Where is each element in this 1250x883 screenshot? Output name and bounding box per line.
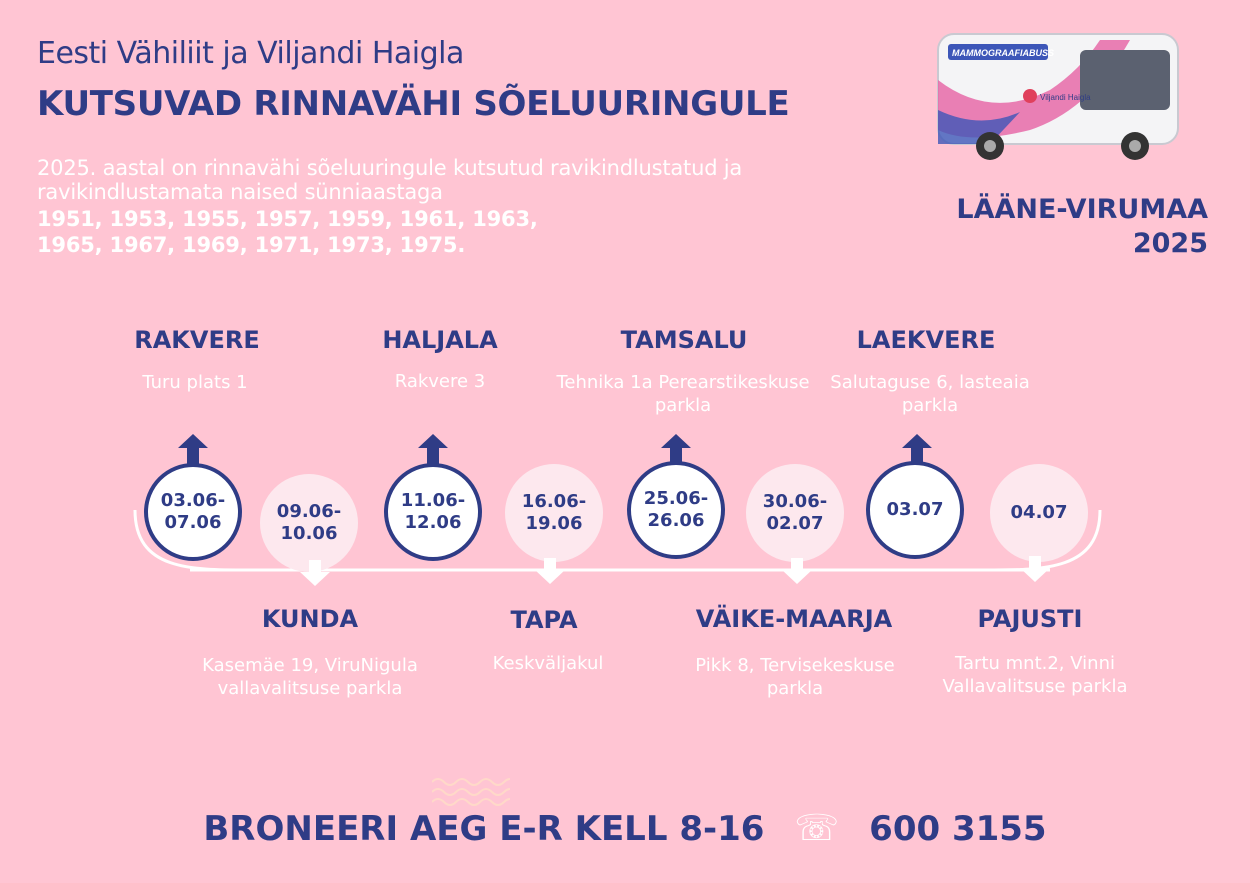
- stop-address-kunda: Kasemäe 19, ViruNigula vallavalitsuse parkla: [202, 655, 418, 699]
- phone-number[interactable]: 600 3155: [869, 809, 1047, 849]
- stop-name-pajusti: PAJUSTI: [977, 605, 1083, 633]
- stop-name-haljala: HALJALA: [382, 326, 498, 354]
- bus-label: MAMMOGRAAFIABUSS: [952, 48, 1054, 58]
- region-name: LÄÄNE-VIRUMAA: [956, 194, 1208, 225]
- arrow-up-icon: [418, 434, 448, 466]
- arrow-down-icon: [1020, 556, 1050, 582]
- booking-text: BRONEERI AEG E-R KELL 8-16: [203, 809, 765, 849]
- organizer-title: Eesti Vähiliit ja Viljandi Haigla: [37, 36, 464, 71]
- date-laekvere: [866, 461, 964, 559]
- stop-name-kunda: KUNDA: [261, 605, 359, 633]
- date-vaike-maarja: [746, 464, 844, 562]
- intro-text: 2025. aastal on rinnavähi sõeluuringule kutsutud ravikindlustatud ja ravikindlustamata naised sünniaastaga: [37, 156, 743, 204]
- booking-footer: [0, 808, 1250, 849]
- date-haljala-text: 11.06- 12.06: [400, 490, 466, 533]
- date-haljala: [384, 463, 482, 561]
- stop-name-tapa: TAPA: [510, 606, 578, 634]
- mammography-bus-image: [930, 20, 1200, 170]
- date-kunda: [260, 474, 358, 572]
- birth-years-line-2: 1965, 1967, 1969, 1971, 1973, 1975.: [37, 233, 466, 257]
- date-pajusti-text: 04.07: [1010, 502, 1068, 523]
- date-rakvere-text: 03.06- 07.06: [160, 490, 226, 533]
- date-tapa: [505, 464, 603, 562]
- phone-icon: ☏: [794, 808, 840, 849]
- stop-address-tamsalu: Tehnika 1a Perearstikeskuse parkla: [556, 372, 810, 416]
- date-tapa-text: 16.06- 19.06: [521, 491, 587, 534]
- stop-address-rakvere: Turu plats 1: [142, 372, 248, 393]
- stop-name-vaike-maarja: VÄIKE-MAARJA: [695, 605, 893, 633]
- stop-address-laekvere: Salutaguse 6, lasteaia parkla: [830, 372, 1030, 416]
- region-block: [956, 193, 1208, 261]
- stop-address-tapa: Keskväljakul: [492, 653, 604, 674]
- stop-address-haljala: Rakvere 3: [394, 371, 486, 392]
- date-kunda-text: 09.06- 10.06: [276, 501, 342, 544]
- bus-sponsor: Viljandi Haigla: [1040, 93, 1091, 102]
- arrow-down-icon: [782, 558, 812, 584]
- date-tamsalu-text: 25.06- 26.06: [643, 488, 709, 531]
- stop-address-vaike-maarja: Pikk 8, Tervisekeskuse parkla: [695, 655, 895, 699]
- headline: KUTSUVAD RINNAVÄHI SÕELUURINGULE: [37, 84, 790, 124]
- stop-name-rakvere: RAKVERE: [134, 326, 260, 354]
- birth-years: [37, 206, 597, 258]
- arrow-down-icon: [300, 560, 330, 586]
- stop-name-laekvere: LAEKVERE: [856, 326, 996, 354]
- region-year: 2025: [1132, 228, 1208, 259]
- stop-name-tamsalu: TAMSALU: [620, 326, 748, 354]
- date-tamsalu: [627, 461, 725, 559]
- arrow-up-icon: [178, 434, 208, 466]
- birth-years-line-1: 1951, 1953, 1955, 1957, 1959, 1961, 1963,: [37, 207, 538, 231]
- wave-decoration: [432, 776, 510, 810]
- date-rakvere: [144, 463, 242, 561]
- date-laekvere-text: 03.07: [886, 499, 944, 520]
- date-pajusti: [990, 464, 1088, 562]
- stop-address-pajusti: Tartu mnt.2, Vinni Vallavalitsuse parkla: [942, 653, 1128, 697]
- date-vaike-maarja-text: 30.06- 02.07: [762, 491, 828, 534]
- arrow-down-icon: [535, 558, 565, 584]
